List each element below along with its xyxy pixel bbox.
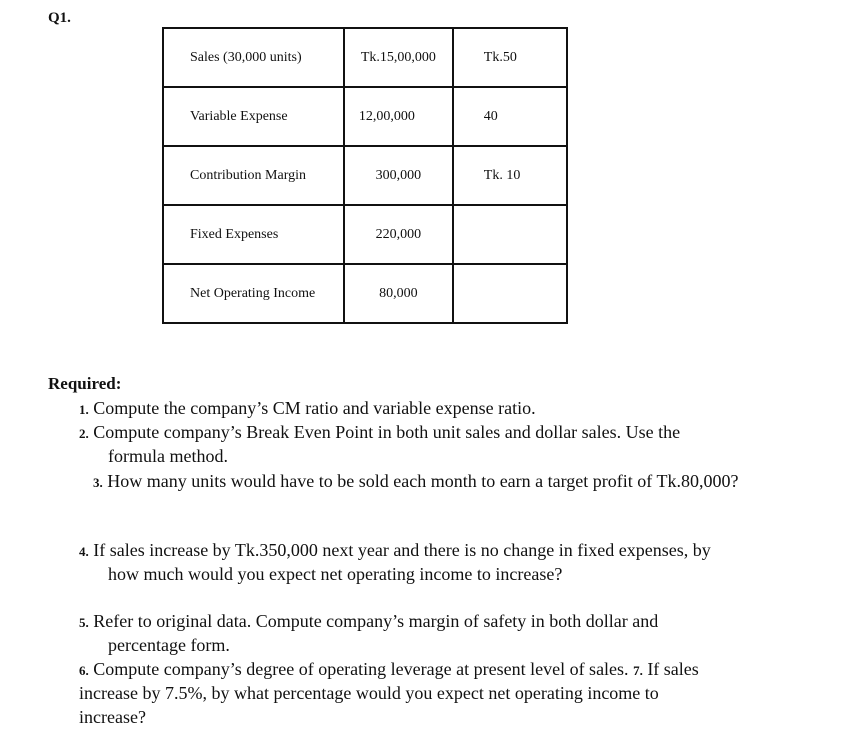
item-number: 4. <box>79 544 89 559</box>
item-number: 5. <box>79 615 89 630</box>
item-text: Compute the company’s CM ratio and variable expense ratio. <box>93 398 536 418</box>
question-item-7-cont2: increase? <box>79 707 146 727</box>
row-label: Net Operating Income <box>163 264 344 323</box>
question-item-3 <box>93 469 738 495</box>
row-per-unit <box>453 264 567 323</box>
question-label: Q1. <box>48 10 71 26</box>
row-label: Fixed Expenses <box>163 205 344 264</box>
question-item-6 <box>79 657 699 683</box>
row-total: 300,000 <box>344 146 453 205</box>
row-total: 220,000 <box>344 205 453 264</box>
row-label: Contribution Margin <box>163 146 344 205</box>
row-total: Tk.15,00,000 <box>344 28 453 87</box>
income-statement-table <box>162 27 568 324</box>
item-text: Refer to original data. Compute company’s margin of safety in both dollar and <box>93 611 659 631</box>
question-item-4-cont: how much would you expect net operating income to increase? <box>108 564 563 584</box>
table-row <box>163 87 567 146</box>
question-item-5-cont: percentage form. <box>108 635 230 655</box>
item-text: Compute company’s degree of operating leverage at present level of sales. <box>93 659 629 679</box>
item-text: If sales increase by Tk.350,000 next year and there is no change in fixed expenses, by <box>93 540 711 560</box>
row-total: 80,000 <box>344 264 453 323</box>
row-per-unit: Tk. 10 <box>453 146 567 205</box>
table-row <box>163 205 567 264</box>
question-item-2 <box>79 420 680 446</box>
question-item-2-cont: formula method. <box>108 446 228 466</box>
row-per-unit: 40 <box>453 87 567 146</box>
table-row <box>163 146 567 205</box>
question-item-5 <box>79 609 658 635</box>
item-number: 2. <box>79 426 89 441</box>
row-per-unit <box>453 205 567 264</box>
item-number: 3. <box>93 475 103 490</box>
question-item-4 <box>79 538 711 564</box>
item-number: 1. <box>79 402 89 417</box>
table-row <box>163 264 567 323</box>
item-number: 7. <box>633 663 643 678</box>
item-number: 6. <box>79 663 89 678</box>
table-row <box>163 28 567 87</box>
question-item-1 <box>79 396 536 422</box>
required-heading: Required: <box>48 374 122 393</box>
question-item-7-cont: increase by 7.5%, by what percentage would you expect net operating income to <box>79 683 659 703</box>
row-total: 12,00,000 <box>344 87 453 146</box>
item-text: How many units would have to be sold each month to earn a target profit of Tk.80,000? <box>107 471 739 491</box>
item-text: If sales <box>647 659 699 679</box>
row-label: Sales (30,000 units) <box>163 28 344 87</box>
item-text: Compute company’s Break Even Point in both unit sales and dollar sales. Use the <box>93 422 681 442</box>
row-label: Variable Expense <box>163 87 344 146</box>
row-per-unit: Tk.50 <box>453 28 567 87</box>
